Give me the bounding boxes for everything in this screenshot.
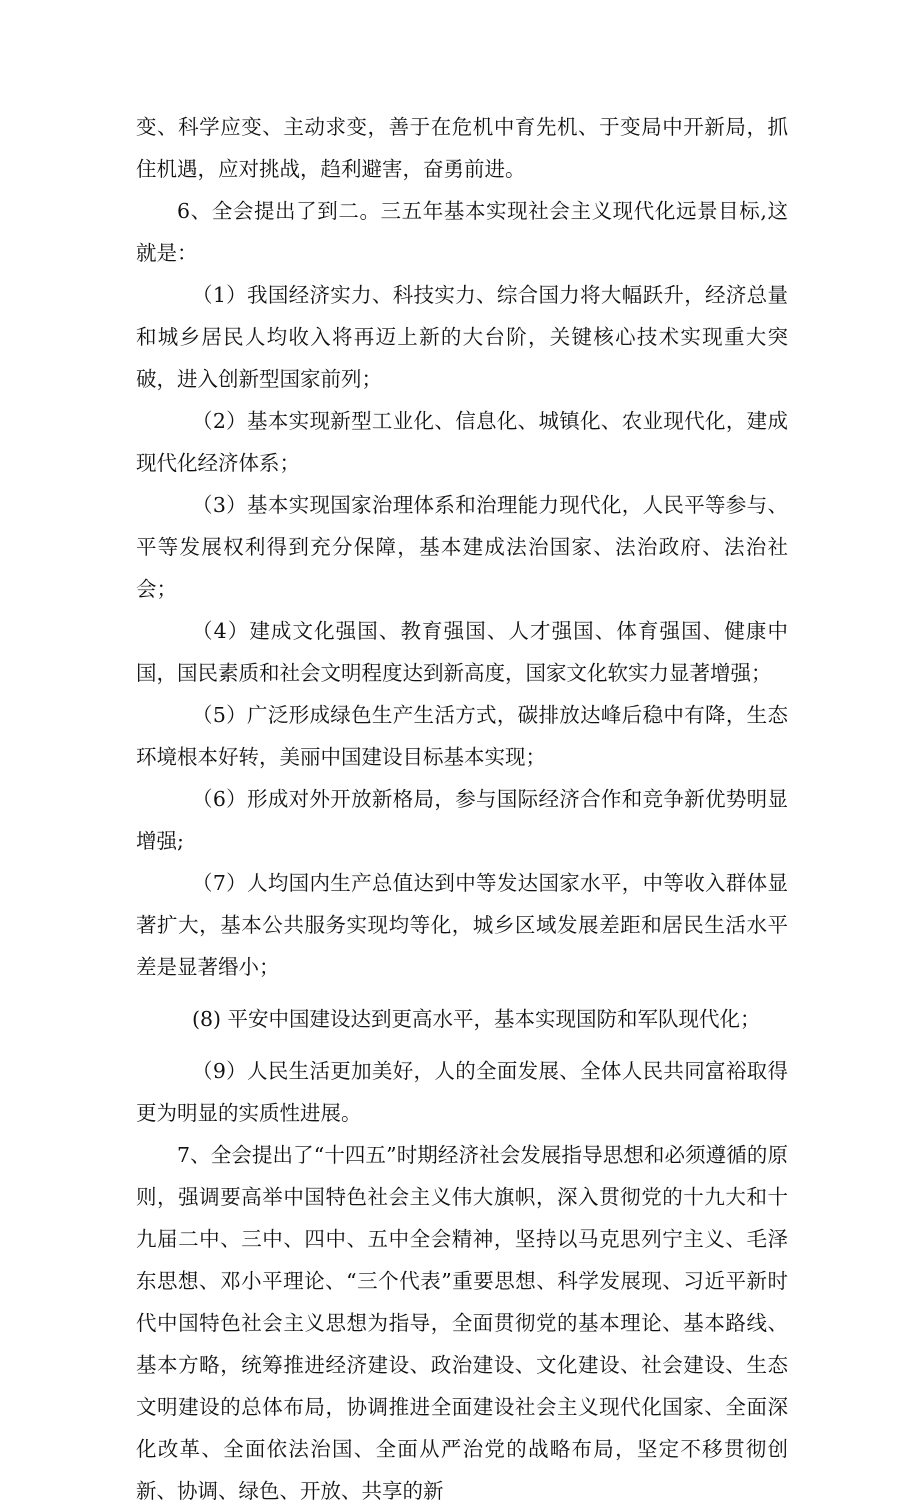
paragraph-item-6: 6、全会提出了到二。三五年基本实现社会主义现代化远景目标,这就是： bbox=[136, 199, 788, 265]
list-item-6: （6）形成对外开放新格局，参与国际经济合作和竞争新优势明显增强; bbox=[136, 787, 788, 853]
list-item-5: （5）广泛形成绿色生产生活方式，碳排放达峰后稳中有降，生态环境根本好转，美丽中国建设目标基本实现； bbox=[136, 703, 788, 769]
list-item-4: （4）建成文化强国、教育强国、人才强国、体育强国、健康中国，国民素质和社会文明程度达到新高度，国家文化软实力显著增强； bbox=[136, 619, 788, 685]
list-item-7: （7）人均国内生产总值达到中等发达国家水平，中等收入群体显著扩大，基本公共服务实现均等化，城乡区域发展差距和居民生活水平差是显著缗小； bbox=[136, 871, 788, 979]
list-item-3: （3）基本实现国家治理体系和治理能力现代化，人民平等参与、平等发展权利得到充分保障，基本建成法治国家、法治政府、法治社会； bbox=[136, 493, 788, 601]
paragraph-item-7: 7、全会提出了“十四五”时期经济社会发展指导思想和必须遵循的原则，强调要高举中国特色社会主义伟大旗帜，深入贯彻党的十九大和十九届二中、三中、四中、五中全会精神，坚持以马克思列宁主义、毛泽东思想、邓小平理论、“三个代表”重要思想、科学发展现、习近平新时代中国特色社会主义思想为指导，全面贯彻党的基本理论、基本路线、基本方略，统筹推进经济建设、政治建设、文化建设、社会建设、生态文明建设的总体布局，协调推进全面建设社会主义现代化国家、全面深化改革、全面依法治国、全面从严治党的战略布局，坚定不移贯彻创新、协调、绿色、开放、共享的新 bbox=[136, 1143, 788, 1503]
list-item-8: (8) 平安中国建设达到更高水平，基本实现国防和军队现代化； bbox=[192, 1007, 761, 1031]
list-item-2: （2）基本实现新型工业化、信息化、城镇化、农业现代化，建成现代化经济体系； bbox=[136, 409, 788, 475]
document-body bbox=[136, 106, 788, 1512]
paragraph-continuation: 变、科学应变、主动求变，善于在危机中育先机、于变局中开新局，抓住机遇，应对挑战，趋利避害，奋勇前进。 bbox=[136, 115, 788, 181]
list-item-9: （9）人民生活更加美好，人的全面发展、全体人民共同富裕取得更为明显的实质性进展。 bbox=[136, 1059, 788, 1125]
list-item-1: （1）我国经济实力、科技实力、综合国力将大幅跃升，经济总量和城乡居民人均收入将再迈上新的大台阶，关键核心技术实现重大突破，进入创新型国家前列； bbox=[136, 283, 788, 391]
